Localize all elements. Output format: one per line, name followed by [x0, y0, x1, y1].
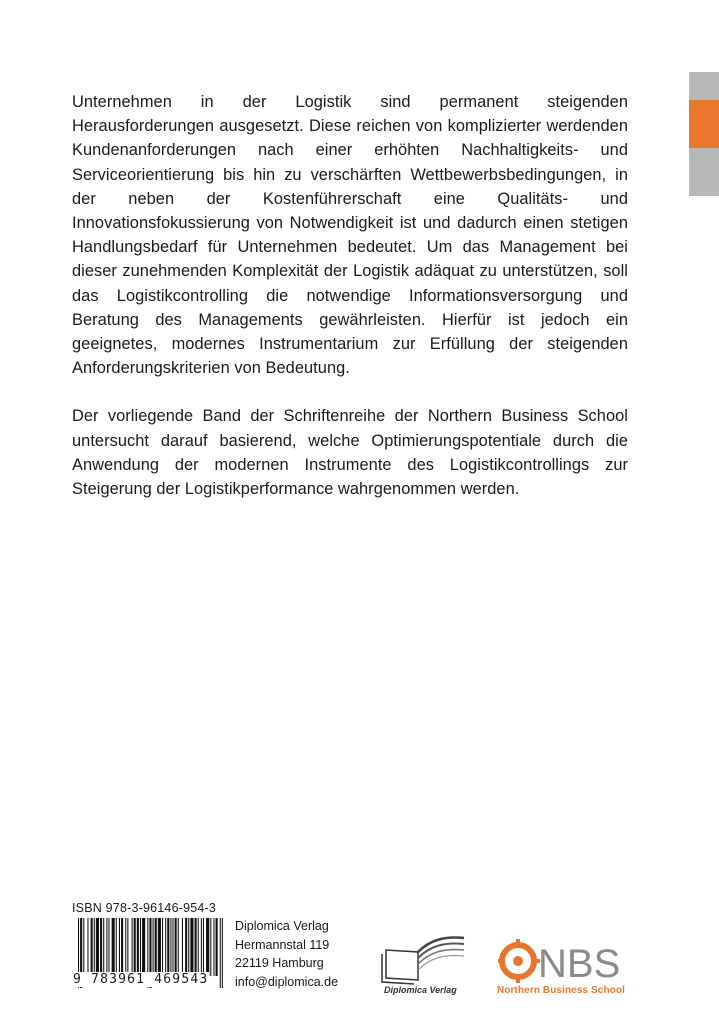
side-tab-top [689, 72, 719, 100]
barcode-bar [175, 918, 177, 976]
barcode-bar [108, 918, 109, 976]
barcode-bar [170, 918, 171, 976]
barcode-bar [142, 918, 145, 976]
barcode-bar [206, 918, 209, 976]
back-cover-text [72, 90, 628, 525]
barcode-bar [178, 918, 179, 976]
barcode-bar [220, 918, 221, 988]
barcode-bar [190, 918, 193, 976]
publisher-city: 22119 Hamburg [235, 956, 324, 970]
diplomica-logo-text: Diplomica Verlag [384, 985, 457, 995]
barcode-bar [167, 918, 169, 976]
barcode-bar [119, 918, 120, 976]
barcode-bar [185, 918, 187, 976]
barcode-digits: 9 783961 469543 [73, 972, 209, 987]
barcode-bar [210, 918, 211, 976]
paragraph-summary: Der vorliegende Band der Schriftenreihe der Northern Business School untersucht darauf basierend, welche Optimierungspotentiale durch die Anwendung der modernen Instrumente des Logistikcontrollings zur Steigerung der Logistikperformance wahrgenommen werden. [72, 407, 628, 499]
barcode-bar [195, 918, 197, 976]
barcode-bar [94, 918, 95, 976]
barcode-bar [106, 918, 107, 976]
side-tab-accent [689, 100, 719, 148]
nbs-logo-icon [498, 933, 628, 988]
barcode-bar [182, 918, 183, 976]
barcode-bar [103, 918, 104, 976]
barcode-bar [203, 918, 204, 976]
barcode-bar [121, 918, 123, 976]
publisher-email: info@diplomica.de [235, 974, 339, 989]
barcode-bar [173, 918, 174, 976]
barcode-bar [132, 918, 133, 976]
barcode-bar [112, 918, 115, 976]
barcode-bar [134, 918, 136, 976]
barcode-bar [96, 918, 99, 976]
barcode-bar [158, 918, 161, 976]
barcode-bar [213, 918, 214, 976]
paragraph-intro: Unternehmen in der Logistik sind permanent steigenden Herausforderungen ausgesetzt. Diese reichen von komplizierter werdenden Kundenanforderungen nach einer erhöhten Nachhaltigkeits- und Serviceorientierung bis hin zu verschärften Wettbewerbsbedingungen, in der neben der Kostenführerschaft eine Qualitäts- und Innovationsfokussierung von Notwendigkeit ist und dadurch einen stetigen Handlungsbedarf für Unternehmen bedeutet. Um das Management bei dieser zunehmenden Komplexität der Logistik adäquat zu unterstützen, soll das Logistikcontrolling die notwendige Informationsversorgung und Beratung des Managements gewährleisten. Hierfür ist jedoch ein geeignetes, modernes Instrumentarium zur Erfüllung der steigenden Anforderungskriterien von Bedeutung. [72, 93, 628, 378]
barcode-bar [125, 918, 126, 976]
barcode-bar [140, 918, 141, 976]
barcode-bar [198, 918, 199, 976]
isbn-label: ISBN 978-3-96146-954-3 [72, 901, 217, 915]
barcode-bar [222, 918, 223, 988]
barcode-bar [127, 918, 128, 976]
barcode-bar [87, 918, 88, 976]
publisher-street: Hermannstal 119 [235, 937, 330, 952]
nbs-logo-letters: NBS [538, 942, 621, 986]
barcode-bar [188, 918, 189, 976]
barcode-bar [165, 918, 166, 976]
barcode-bar [137, 918, 139, 976]
barcode-bar [216, 918, 218, 976]
barcode-bar [201, 918, 202, 976]
side-tab-bottom [689, 148, 719, 196]
barcode-bar [155, 918, 157, 976]
barcode-bar [100, 918, 102, 976]
publisher-address [235, 917, 338, 991]
barcode-bar [153, 918, 154, 976]
barcode-bar [162, 918, 163, 976]
barcode-bar [83, 918, 84, 976]
nbs-logo-subtitle: Northern Business School [497, 985, 625, 996]
barcode-bar [91, 918, 93, 976]
barcode-bar [116, 918, 117, 976]
publisher-name: Diplomica Verlag [235, 919, 329, 933]
